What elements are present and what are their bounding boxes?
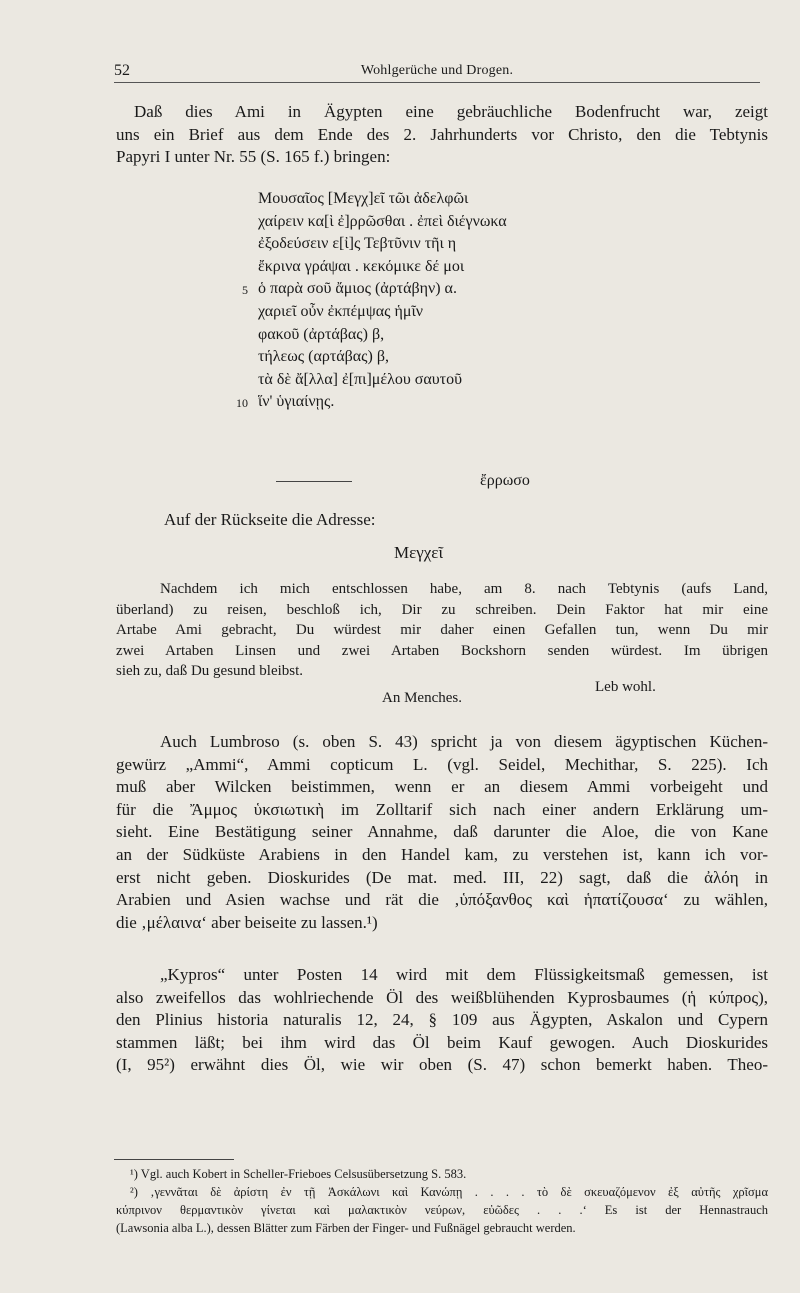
text-line: an der Südküste Arabiens in den Handel kam, zu verstehen ist, kann ich vor-	[116, 844, 768, 864]
paragraph-kypros	[116, 964, 768, 1077]
text-line: gewürz „Ammi“, Ammi copticum L. (vgl. Seidel, Mechithar, S. 225). Ich	[116, 754, 768, 774]
text-line: (I, 95²) erwähnt dies Öl, wie wir oben (S. 47) schon bemerkt haben. Theo-	[116, 1055, 768, 1075]
reverse-address: Μεγχεῖ	[394, 543, 444, 562]
running-title: Wohlgerüche und Drogen.	[360, 63, 514, 78]
greek-line: τὰ δὲ ἄ[λλα] ἐ[πι]μέλου σαυτοῦ	[258, 370, 463, 388]
text-line: uns ein Brief aus dem Ende des 2. Jahrhunderts vor Christo, den die Tebtynis	[116, 124, 768, 144]
translation-farewell: Leb wohl.	[595, 679, 656, 695]
text-line: Papyri I unter Nr. 55 (S. 165 f.) bringen:	[116, 147, 391, 167]
reverse-side-label: Auf der Rückseite die Adresse:	[164, 510, 376, 529]
translation	[116, 579, 768, 682]
divider	[276, 481, 352, 482]
text-line: sieh zu, daß Du gesund bleibst.	[116, 663, 304, 679]
text-line: den Plinius historia naturalis 12, 24, § 109 aus Ägypten, Askalon und Cypern	[116, 1010, 768, 1030]
footnote-divider	[114, 1159, 234, 1160]
text-line: Arabien und Asien wachse und rät die ‚ὑπόξανθος καὶ ἡπατίζουσα‘ zu wählen,	[116, 890, 768, 910]
footnote-2: ²) ‚γεννᾶται δὲ ἀρίστη ἐν τῇ Ἀσκάλωνι καὶ Κανώπῃ . . . . τὸ δὲ σκευαζόμενον ἐξ αὐτῆς χρῖσμα κύπρινον θερμαντικὸν γίνεται καὶ μαλακτικὸν νεύρων, εὐῶδες . . .‘ Es ist der Hennastrauch (Lawsonia alba L.), dessen Blätter zum Färben der Finger- und Fußnägel gebraucht werden.	[116, 1185, 768, 1235]
greek-line: χαριεῖ οὖν ἐκπέμψας ἡμῖν	[258, 302, 423, 320]
greek-line: 10 ἵν' ὑγιαίνῃς.	[236, 393, 335, 411]
greek-line: τήλεως (αρτάβας) β,	[258, 348, 389, 366]
text-line: erst nicht geben. Dioskurides (De mat. med. III, 22) sagt, daß die ἀλόη in	[116, 867, 768, 887]
text-line: „Kypros“ unter Posten 14 wird mit dem Flüssigkeitsmaß gemessen, ist	[160, 965, 768, 984]
greek-line: 5 ὁ παρὰ σοῦ ἄμιος (ἀρτάβην) α.	[242, 280, 457, 298]
text-line: sieht. Eine Bestätigung seiner Annahme, daß darunter die Aloe, die von Kane	[116, 822, 768, 842]
footnotes	[116, 1165, 768, 1237]
greek-line: Μουσαῖος [Μεγχ]εῖ τῶι ἀδελφῶι	[258, 190, 469, 207]
text-line: muß aber Wilcken beistimmen, wenn er an diesem Ammi vorbeigeht und	[116, 777, 768, 797]
text-line: Artabe Ami gebracht, Du würdest mir daher einen Gefallen tun, wenn Du mir	[116, 622, 768, 638]
translation-addressee: An Menches.	[382, 690, 462, 706]
text-line: also zweifellos das wohlriechende Öl des weißblühenden Kyprosbaumes (ἡ κύπρος),	[116, 987, 768, 1007]
page-header	[114, 58, 760, 83]
text-line: die ‚μέλαινα‘ aber beiseite zu lassen.¹)	[116, 912, 378, 932]
greek-papyrus-letter	[160, 188, 600, 414]
paragraph-intro	[116, 101, 768, 169]
greek-line: φακοῦ (ἀρτάβας) β,	[258, 325, 385, 343]
text-line: überland) zu reisen, beschloß ich, Dir zu schreiben. Dein Faktor hat mir eine	[116, 601, 768, 618]
text-line: stammen läßt; bei ihm wird das Öl beim Kauf gewogen. Auch Dioskurides	[116, 1032, 768, 1052]
greek-farewell: ἔρρωσο	[480, 472, 530, 489]
text-line: Nachdem ich mich entschlossen habe, am 8. nach Tebtynis (aufs Land,	[160, 581, 768, 597]
paragraph-lumbroso	[116, 731, 768, 934]
text-line: Auch Lumbroso (s. oben S. 43) spricht ja von diesem ägyptischen Küchen-	[160, 732, 768, 751]
greek-line: ἔκρινα γράψαι . κεκόμικε δέ μοι	[258, 257, 465, 275]
greek-line: χαίρειν κα[ὶ ἐ]ρρῶσθαι . ἐπεὶ διέγνωκα	[258, 212, 507, 230]
page-number: 52	[114, 62, 130, 79]
text-line: Daß dies Ami in Ägypten eine gebräuchliche Bodenfrucht war, zeigt	[134, 102, 768, 121]
text-line: für die Ἄμμος ὑκσιωτικὴ im Zolltarif sich nach einer andern Erklärung um-	[116, 799, 768, 819]
text-line: zwei Artaben Linsen und zwei Artaben Bockshorn senden würdest. Im übrigen	[116, 642, 768, 659]
greek-line: ἐξοδεύσειν ε[ἰ]ς Τεβτῦνιν τῆι η	[258, 235, 457, 253]
footnote-1: ¹) Vgl. auch Kobert in Scheller-Frieboes Celsusübersetzung S. 583.	[130, 1167, 467, 1181]
